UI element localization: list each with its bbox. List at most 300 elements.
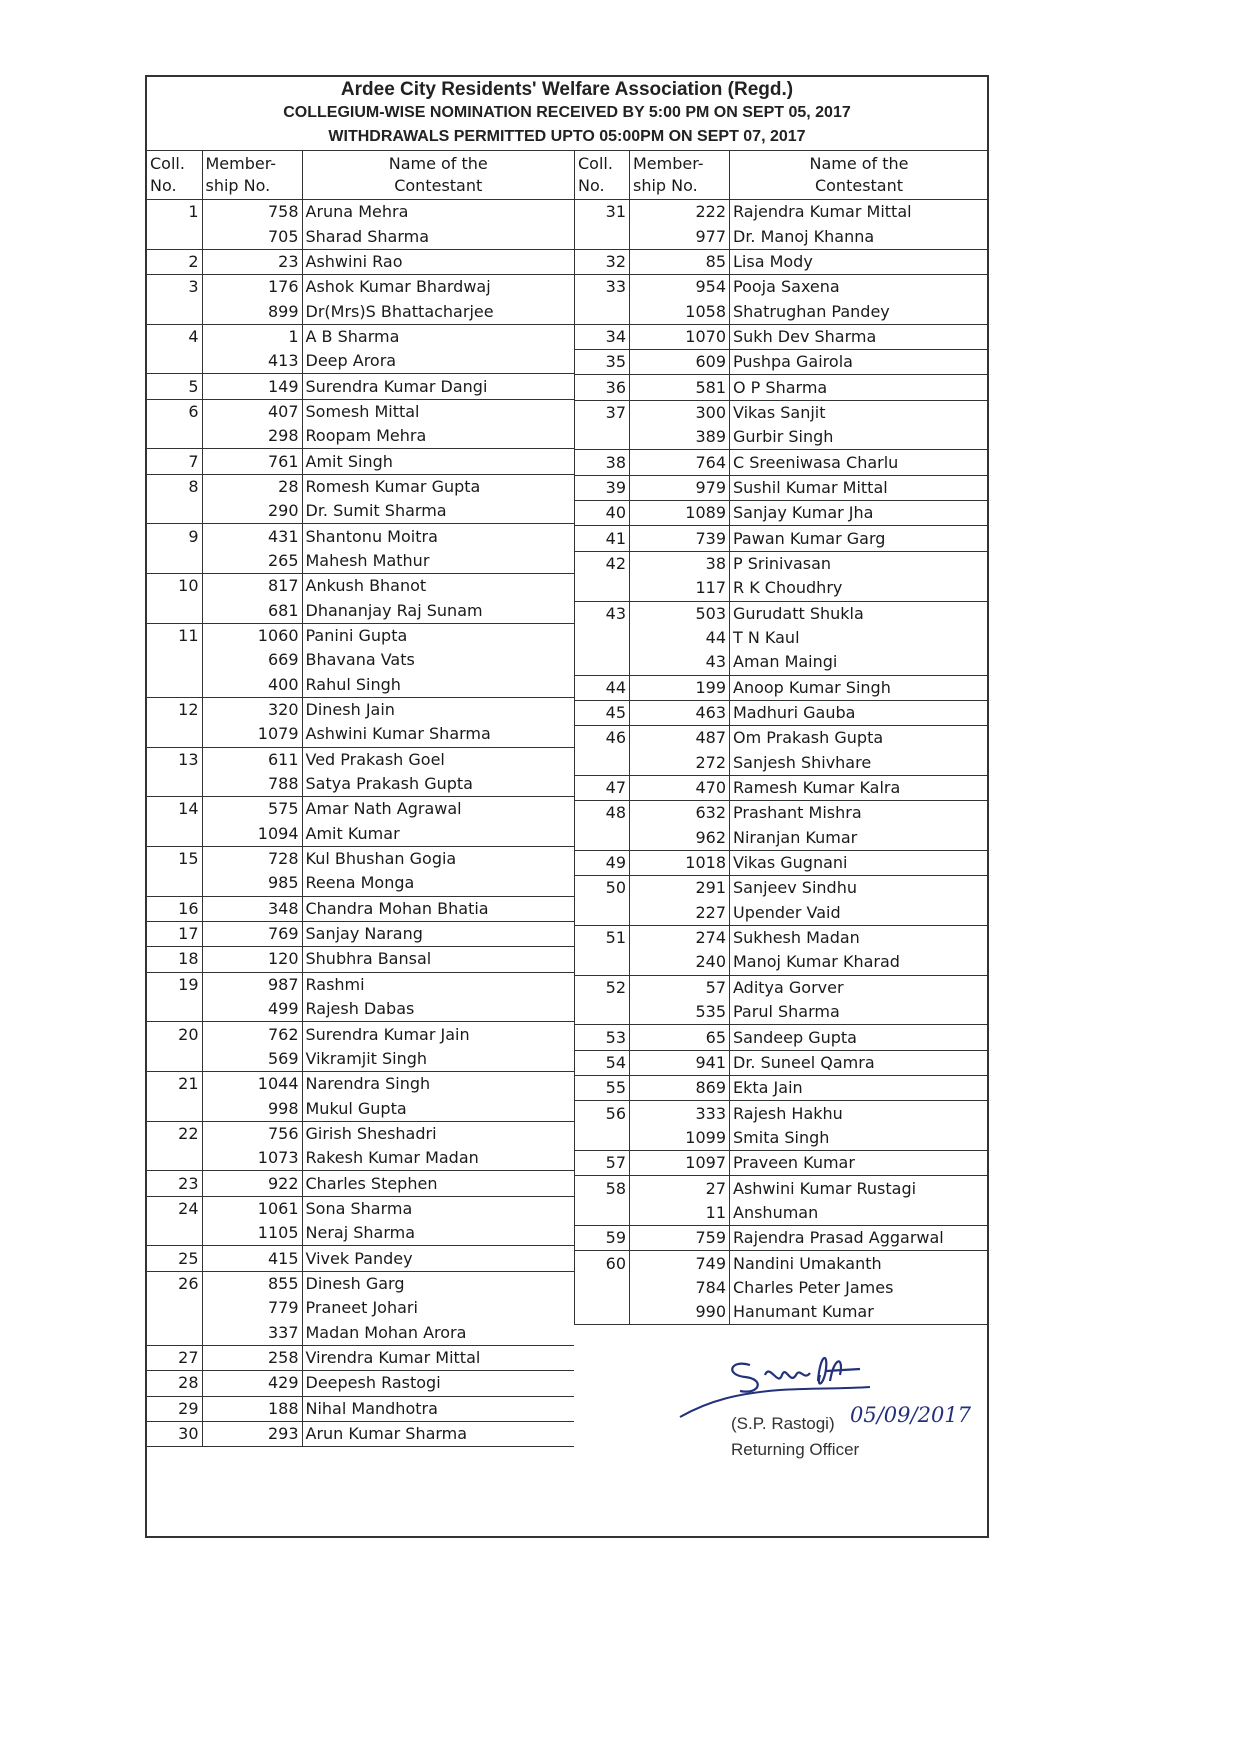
nomination-subtitle: COLLEGIUM-WISE NOMINATION RECEIVED BY 5:00 PM ON SEPT 05, 2017 (283, 104, 851, 121)
collegium-number (575, 576, 630, 601)
contestant-name: Anshuman (730, 1201, 989, 1226)
contestant-name: Ekta Jain (730, 1076, 989, 1101)
contestant-name: P Srinivasan (730, 551, 989, 576)
contestant-name: Rajendra Prasad Aggarwal (730, 1226, 989, 1251)
contestant-name: Mukul Gupta (302, 1096, 574, 1121)
membership-number: 503 (630, 601, 730, 626)
membership-number: 1089 (630, 501, 730, 526)
table-row (147, 1196, 574, 1221)
membership-number: 869 (630, 1076, 730, 1101)
collegium-number: 29 (147, 1396, 202, 1421)
contestant-name: Smita Singh (730, 1126, 989, 1151)
table-row (147, 797, 574, 822)
collegium-number (575, 1126, 630, 1151)
table-row (147, 1146, 574, 1171)
table-row (575, 601, 989, 626)
table-row (147, 1246, 574, 1271)
table-row (147, 947, 574, 972)
membership-number: 487 (630, 726, 730, 751)
contestant-name: Sona Sharma (302, 1196, 574, 1221)
membership-number: 632 (630, 801, 730, 826)
collegium-number: 30 (147, 1421, 202, 1446)
collegium-number: 47 (575, 775, 630, 800)
collegium-number (147, 822, 202, 847)
table-row (575, 249, 989, 274)
collegium-number: 42 (575, 551, 630, 576)
membership-number: 1094 (202, 822, 302, 847)
contestant-name: Sandeep Gupta (730, 1025, 989, 1050)
table-row (147, 599, 574, 624)
empty-cell (575, 1325, 630, 1350)
contestant-name: Kul Bhushan Gogia (302, 846, 574, 871)
table-row (575, 1025, 989, 1050)
collegium-number (575, 650, 630, 675)
collegium-number: 25 (147, 1246, 202, 1271)
table-row (147, 200, 574, 225)
returning-officer-name: (S.P. Rastogi) (731, 1414, 835, 1433)
membership-number: 272 (630, 751, 730, 776)
contestant-name: Upender Vaid (730, 901, 989, 926)
contestant-name: Reena Monga (302, 871, 574, 896)
contestant-name: Surendra Kumar Dangi (302, 374, 574, 399)
membership-number: 11 (630, 1201, 730, 1226)
membership-number: 609 (630, 350, 730, 375)
contestant-name: Neraj Sharma (302, 1221, 574, 1246)
membership-number: 962 (630, 826, 730, 851)
contestant-name: Amar Nath Agrawal (302, 797, 574, 822)
table-row (147, 722, 574, 747)
membership-number: 1018 (630, 850, 730, 875)
membership-number: 569 (202, 1047, 302, 1072)
collegium-number (575, 950, 630, 975)
empty-cell (575, 1374, 630, 1398)
contestant-name: Nandini Umakanth (730, 1251, 989, 1276)
table-row (575, 700, 989, 725)
contestant-name: Somesh Mittal (302, 399, 574, 424)
membership-number: 762 (202, 1022, 302, 1047)
collegium-number: 17 (147, 921, 202, 946)
collegium-number: 51 (575, 925, 630, 950)
table-row (147, 1371, 574, 1396)
contestant-name: Sanjeev Sindhu (730, 876, 989, 901)
table-row (147, 1320, 574, 1345)
collegium-number: 54 (575, 1050, 630, 1075)
collegium-number: 56 (575, 1101, 630, 1126)
membership-number: 788 (202, 772, 302, 797)
membership-number: 941 (630, 1050, 730, 1075)
contestant-name: Dinesh Garg (302, 1271, 574, 1296)
nomination-table-left (147, 151, 574, 1447)
contestant-name: Gurudatt Shukla (730, 601, 989, 626)
contestant-name: Rahul Singh (302, 673, 574, 698)
membership-number: 120 (202, 947, 302, 972)
collegium-number (147, 1146, 202, 1171)
table-row (147, 299, 574, 324)
table-row (575, 1276, 989, 1300)
contestant-name: Aman Maingi (730, 650, 989, 675)
contestant-name: Aditya Gorver (730, 975, 989, 1000)
contestant-name: Surendra Kumar Jain (302, 1022, 574, 1047)
table-row (575, 475, 989, 500)
membership-no-header: Member- ship No. (630, 151, 730, 200)
membership-number: 575 (202, 797, 302, 822)
table-row (575, 650, 989, 675)
table-row (147, 1072, 574, 1097)
collegium-number: 43 (575, 601, 630, 626)
membership-number: 669 (202, 648, 302, 672)
table-row (575, 876, 989, 901)
membership-number: 1105 (202, 1221, 302, 1246)
contestant-name: Rajesh Dabas (302, 997, 574, 1022)
table-row (575, 975, 989, 1000)
collegium-number: 6 (147, 399, 202, 424)
collegium-number: 55 (575, 1076, 630, 1101)
table-row (575, 950, 989, 975)
membership-number: 400 (202, 673, 302, 698)
contestant-name: Hanumant Kumar (730, 1300, 989, 1325)
collegium-number: 44 (575, 675, 630, 700)
contestant-name: Chandra Mohan Bhatia (302, 896, 574, 921)
table-row (575, 1000, 989, 1025)
contestant-name: Anoop Kumar Singh (730, 675, 989, 700)
membership-number: 222 (630, 200, 730, 225)
collegium-number: 1 (147, 200, 202, 225)
table-row (147, 822, 574, 847)
table-row (147, 1171, 574, 1196)
collegium-number (575, 299, 630, 324)
contestant-name: T N Kaul (730, 626, 989, 650)
membership-number: 85 (630, 249, 730, 274)
collegium-number (575, 1300, 630, 1325)
membership-number: 290 (202, 499, 302, 524)
collegium-number (147, 599, 202, 624)
table-row (147, 1345, 574, 1370)
membership-number: 1044 (202, 1072, 302, 1097)
table-row (147, 374, 574, 399)
contestant-name: Prashant Mishra (730, 801, 989, 826)
collegium-number: 11 (147, 623, 202, 648)
table-row (147, 871, 574, 896)
collegium-number: 46 (575, 726, 630, 751)
table-row (147, 972, 574, 997)
table-row (147, 772, 574, 797)
membership-number: 293 (202, 1421, 302, 1446)
table-row (147, 623, 574, 648)
contestant-name: Dr. Manoj Khanna (730, 224, 989, 249)
contestant-name: Mahesh Mathur (302, 549, 574, 574)
contestant-name: O P Sharma (730, 375, 989, 400)
collegium-number: 9 (147, 524, 202, 549)
collegium-number: 16 (147, 896, 202, 921)
collegium-number: 22 (147, 1121, 202, 1146)
table-row (575, 526, 989, 551)
collegium-number: 57 (575, 1151, 630, 1176)
table-row (575, 375, 989, 400)
membership-number: 1079 (202, 722, 302, 747)
table-row (575, 1126, 989, 1151)
table-row (147, 1096, 574, 1121)
collegium-number: 49 (575, 850, 630, 875)
membership-number: 470 (630, 775, 730, 800)
collegium-number: 32 (575, 249, 630, 274)
membership-number: 149 (202, 374, 302, 399)
collegium-number (575, 751, 630, 776)
table-row (147, 499, 574, 524)
collegium-number (147, 1221, 202, 1246)
collegium-number (575, 1000, 630, 1025)
table-row (147, 1121, 574, 1146)
collegium-number: 52 (575, 975, 630, 1000)
membership-number: 27 (630, 1176, 730, 1201)
collegium-number: 19 (147, 972, 202, 997)
collegium-number: 39 (575, 475, 630, 500)
table-row (147, 524, 574, 549)
table-row (147, 1296, 574, 1320)
membership-number: 681 (202, 599, 302, 624)
contestant-name: Pooja Saxena (730, 275, 989, 300)
withdrawal-subtitle: WITHDRAWALS PERMITTED UPTO 05:00PM ON SEPT 07, 2017 (328, 128, 806, 145)
membership-number: 998 (202, 1096, 302, 1121)
contestant-name: Rashmi (302, 972, 574, 997)
membership-number: 333 (630, 1101, 730, 1126)
collegium-number (147, 871, 202, 896)
table-row (575, 350, 989, 375)
contestant-name: Vikramjit Singh (302, 1047, 574, 1072)
table-row (147, 921, 574, 946)
table-row (147, 549, 574, 574)
table-row (575, 224, 989, 249)
membership-number: 1097 (630, 1151, 730, 1176)
table-row (575, 1251, 989, 1276)
table-row (575, 275, 989, 300)
table-row (575, 299, 989, 324)
contestant-name: Bhavana Vats (302, 648, 574, 672)
contestant-name: Sanjesh Shivhare (730, 751, 989, 776)
collegium-number (147, 349, 202, 374)
collegium-number: 41 (575, 526, 630, 551)
membership-number: 117 (630, 576, 730, 601)
membership-number: 300 (630, 400, 730, 425)
collegium-number (575, 425, 630, 450)
collegium-number: 60 (575, 1251, 630, 1276)
collegium-number: 36 (575, 375, 630, 400)
contestant-name: R K Choudhry (730, 576, 989, 601)
contestant-name: Shatrughan Pandey (730, 299, 989, 324)
contestant-name: Sushil Kumar Mittal (730, 475, 989, 500)
membership-number: 389 (630, 425, 730, 450)
contestant-name: Pushpa Gairola (730, 350, 989, 375)
contestant-name: Shubhra Bansal (302, 947, 574, 972)
collegium-number (147, 1047, 202, 1072)
table-row (147, 424, 574, 449)
membership-number: 44 (630, 626, 730, 650)
membership-no-header: Member- ship No. (202, 151, 302, 200)
table-row (147, 846, 574, 871)
membership-number: 291 (630, 876, 730, 901)
collegium-number: 7 (147, 449, 202, 474)
collegium-number (147, 549, 202, 574)
table-row (575, 751, 989, 776)
contestant-name: Parul Sharma (730, 1000, 989, 1025)
empty-cell (630, 1423, 730, 1447)
collegium-number: 24 (147, 1196, 202, 1221)
collegium-number (147, 673, 202, 698)
table-row (147, 747, 574, 772)
membership-number: 749 (630, 1251, 730, 1276)
contestant-name: Ramesh Kumar Kalra (730, 775, 989, 800)
contestant-name: Madan Mohan Arora (302, 1320, 574, 1345)
table-row (575, 925, 989, 950)
collegium-number (147, 772, 202, 797)
contestant-name: Vikas Sanjit (730, 400, 989, 425)
membership-number: 348 (202, 896, 302, 921)
membership-number: 784 (630, 1276, 730, 1300)
collegium-number: 8 (147, 474, 202, 499)
table-row (575, 850, 989, 875)
contestant-name: Rakesh Kumar Madan (302, 1146, 574, 1171)
contestant-name: Ashwini Kumar Rustagi (730, 1176, 989, 1201)
empty-cell (575, 1423, 630, 1447)
collegium-number (575, 626, 630, 650)
membership-number: 57 (630, 975, 730, 1000)
contestant-name: Charles Stephen (302, 1171, 574, 1196)
table-row (575, 324, 989, 349)
collegium-number (575, 1276, 630, 1300)
membership-number: 779 (202, 1296, 302, 1320)
collegium-number: 4 (147, 324, 202, 349)
membership-number: 728 (202, 846, 302, 871)
membership-number: 764 (630, 450, 730, 475)
membership-number: 705 (202, 224, 302, 249)
membership-number: 298 (202, 424, 302, 449)
contestant-name: Ashwini Kumar Sharma (302, 722, 574, 747)
collegium-number: 34 (575, 324, 630, 349)
membership-number: 954 (630, 275, 730, 300)
contestant-name: Lisa Mody (730, 249, 989, 274)
collegium-number (147, 1096, 202, 1121)
membership-number: 320 (202, 697, 302, 722)
table-row (147, 1221, 574, 1246)
contestant-name: Om Prakash Gupta (730, 726, 989, 751)
collegium-number (147, 722, 202, 747)
contestant-name: Aruna Mehra (302, 200, 574, 225)
contestant-name: Dhananjay Raj Sunam (302, 599, 574, 624)
collegium-number: 31 (575, 200, 630, 225)
membership-number: 258 (202, 1345, 302, 1370)
collegium-number (147, 1320, 202, 1345)
table-row (147, 574, 574, 599)
collegium-number (575, 224, 630, 249)
membership-number: 407 (202, 399, 302, 424)
table-row (575, 400, 989, 425)
collegium-number: 40 (575, 501, 630, 526)
collegium-number (147, 224, 202, 249)
membership-number: 199 (630, 675, 730, 700)
membership-number: 977 (630, 224, 730, 249)
membership-number: 227 (630, 901, 730, 926)
collegium-number: 15 (147, 846, 202, 871)
table-row (575, 826, 989, 851)
table-row (575, 901, 989, 926)
collegium-number: 23 (147, 1171, 202, 1196)
collegium-number: 2 (147, 249, 202, 274)
membership-number: 38 (630, 551, 730, 576)
collegium-number: 45 (575, 700, 630, 725)
collegium-number (147, 648, 202, 672)
membership-number: 188 (202, 1396, 302, 1421)
membership-number: 265 (202, 549, 302, 574)
contestant-name: Romesh Kumar Gupta (302, 474, 574, 499)
membership-number: 431 (202, 524, 302, 549)
membership-number: 581 (630, 375, 730, 400)
membership-number: 337 (202, 1320, 302, 1345)
membership-number: 240 (630, 950, 730, 975)
collegium-number (147, 499, 202, 524)
table-row (147, 1421, 574, 1446)
contestant-name: Gurbir Singh (730, 425, 989, 450)
membership-number: 761 (202, 449, 302, 474)
membership-number: 1061 (202, 1196, 302, 1221)
contestant-name: Praneet Johari (302, 1296, 574, 1320)
contestant-name: Roopam Mehra (302, 424, 574, 449)
table-row (147, 224, 574, 249)
table-row (575, 425, 989, 450)
signature-scrawl (670, 1345, 880, 1425)
membership-number: 535 (630, 1000, 730, 1025)
table-row (575, 1076, 989, 1101)
table-row (575, 576, 989, 601)
membership-number: 1058 (630, 299, 730, 324)
contestant-name: Shantonu Moitra (302, 524, 574, 549)
membership-number: 758 (202, 200, 302, 225)
contestant-name: Sukhesh Madan (730, 925, 989, 950)
membership-number: 1070 (630, 324, 730, 349)
contestant-name: Dinesh Jain (302, 697, 574, 722)
table-row (147, 1396, 574, 1421)
membership-number: 611 (202, 747, 302, 772)
contestant-name: Ashwini Rao (302, 249, 574, 274)
table-row (575, 1101, 989, 1126)
table-row (575, 501, 989, 526)
collegium-number (147, 997, 202, 1022)
membership-number: 899 (202, 299, 302, 324)
membership-number: 990 (630, 1300, 730, 1325)
membership-number: 499 (202, 997, 302, 1022)
membership-number: 987 (202, 972, 302, 997)
collegium-number: 21 (147, 1072, 202, 1097)
table-row (575, 1226, 989, 1251)
table-row (575, 1050, 989, 1075)
membership-number: 855 (202, 1271, 302, 1296)
collegium-number: 12 (147, 697, 202, 722)
table-row (147, 896, 574, 921)
collegium-number (147, 424, 202, 449)
contestant-name: Praveen Kumar (730, 1151, 989, 1176)
empty-cell (575, 1350, 630, 1374)
membership-number: 28 (202, 474, 302, 499)
membership-number: 1060 (202, 623, 302, 648)
returning-officer-title: Returning Officer (731, 1440, 860, 1459)
membership-number: 429 (202, 1371, 302, 1396)
table-row (575, 1300, 989, 1325)
collegium-number: 20 (147, 1022, 202, 1047)
membership-number: 756 (202, 1121, 302, 1146)
contestant-name: Sukh Dev Sharma (730, 324, 989, 349)
contestant-name: Dr(Mrs)S Bhattacharjee (302, 299, 574, 324)
coll-no-header: Coll. No. (575, 151, 630, 200)
contestant-name: Manoj Kumar Kharad (730, 950, 989, 975)
collegium-number: 38 (575, 450, 630, 475)
